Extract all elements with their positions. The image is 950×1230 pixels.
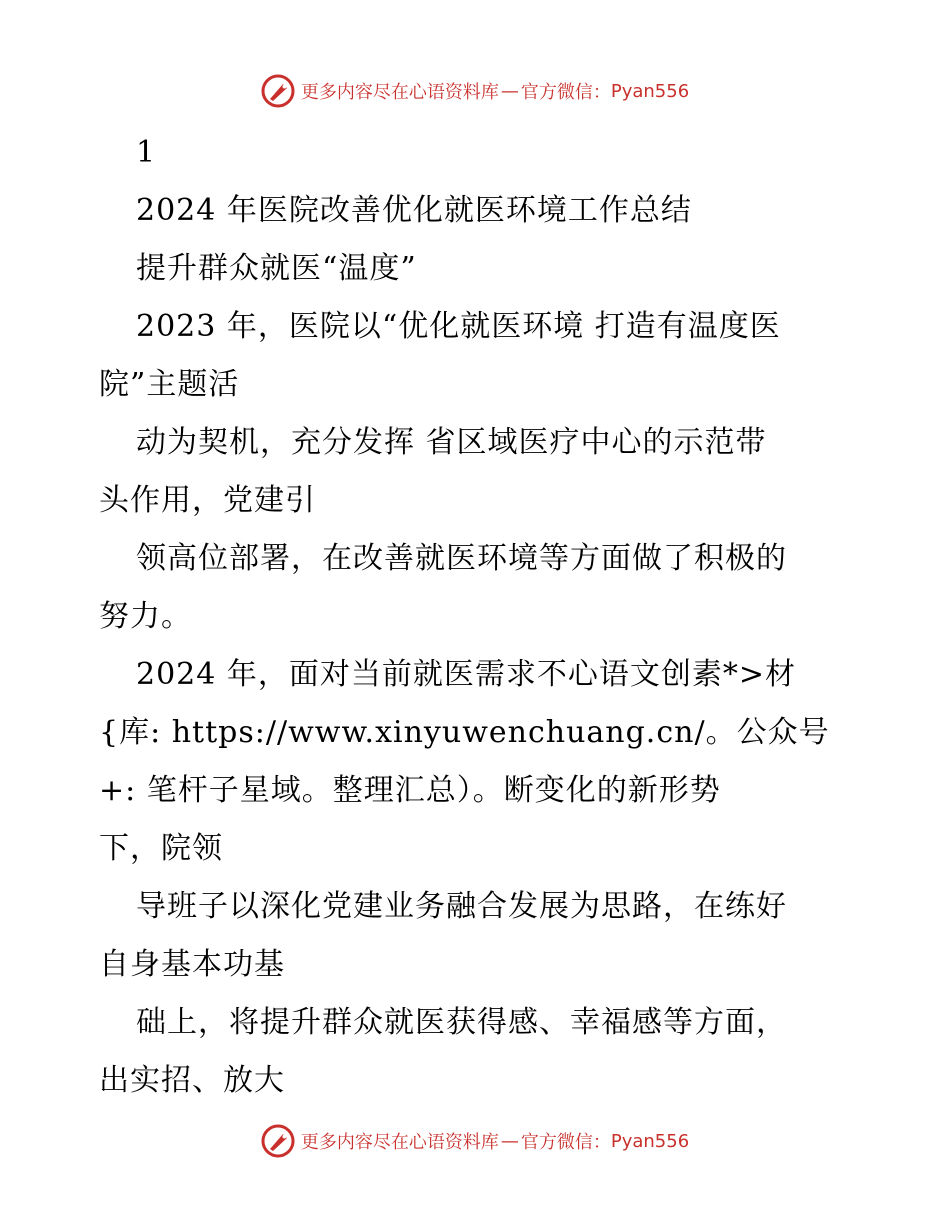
paragraph-line: 院”主题活 [99,367,240,402]
paragraph-line: 础上，将提升群众就医获得感、幸福感等方面， [136,1005,787,1040]
banner-separator: — [500,80,519,102]
paragraph-line: 2023 年，医院以“优化就医环境 打造有温度医 [136,309,781,344]
header-banner [0,69,950,113]
paragraph-line: {库: https://www.xinyuwenchuang.cn/。公众号 [99,715,830,750]
paragraph-line: 头作用，党建引 [99,483,316,518]
paragraph-line: 领高位部署，在改善就医环境等方面做了积极的 [136,541,787,576]
banner-brand: 更多内容尽在心语资料库 [300,82,499,103]
document-title: 2024 年医院改善优化就医环境工作总结 [136,193,692,228]
banner-wechat-id: Pyan556 [610,1130,690,1152]
paragraph-line: 出实招、放大 [99,1063,285,1098]
paragraph-line: 下，院领 [99,831,223,866]
banner-separator: — [500,1130,519,1152]
banner-wechat-label: 官方微信： [520,82,611,103]
page-number: 1 [136,135,157,170]
paragraph-line: 努力。 [99,599,192,634]
paragraph-line: 自身基本功基 [99,947,285,982]
banner-wechat-label: 官方微信： [520,1132,611,1153]
paragraph-line: +: 笔杆子星域。整理汇总）。断变化的新形势 [99,773,721,808]
footer-banner [0,1119,950,1163]
pen-nib-logo-icon [261,74,295,108]
banner-brand: 更多内容尽在心语资料库 [300,1132,499,1153]
pen-nib-logo-icon [261,1124,295,1158]
banner-wechat-id: Pyan556 [610,80,690,102]
paragraph-line: 动为契机，充分发挥 省区域医疗中心的示范带 [136,425,767,460]
paragraph-line: 导班子以深化党建业务融合发展为思路，在练好 [136,889,787,924]
document-subtitle: 提升群众就医“温度” [136,251,417,286]
document-body [99,124,859,1110]
paragraph-line: 2024 年，面对当前就医需求不心语文创素*>材 [136,657,797,692]
